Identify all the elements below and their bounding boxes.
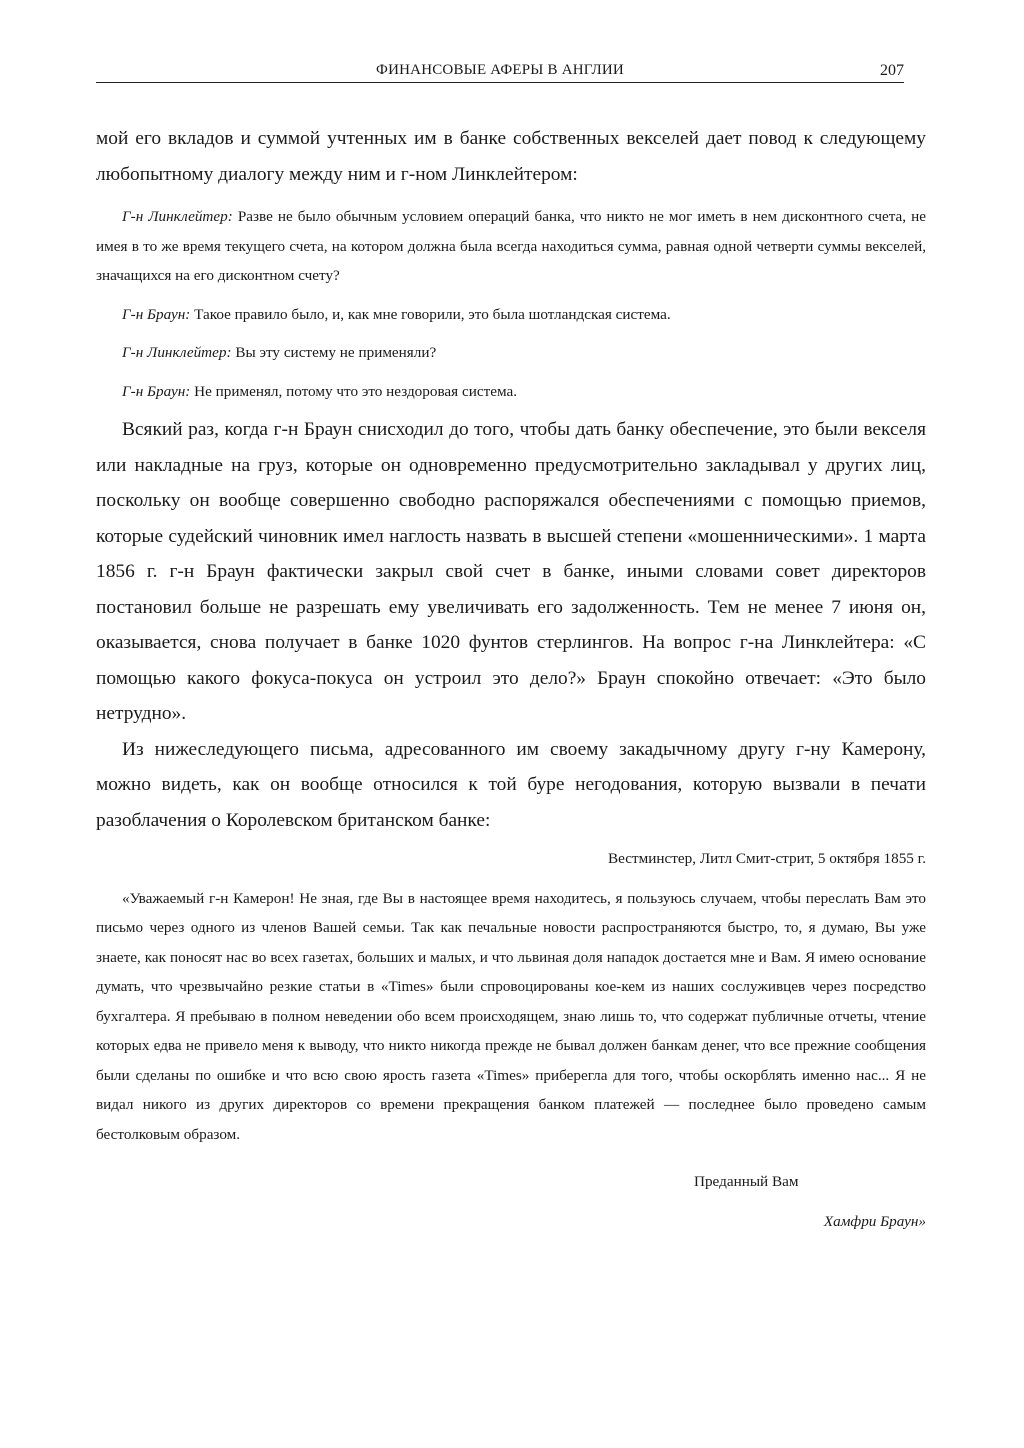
letter-body: «Уважаемый г-н Камерон! Не зная, где Вы в настоящее время находитесь, я пользуюсь случаем, чтобы переслать Вам это письмо через одного из членов Вашей семьи. Так как печальные новости распространяются быстро, то, я думаю, Вы уже знаете, как поносят нас во всех газетах, больших и малых, и что львиная доля нападок достается мне и Вам. Я имею основание думать, что чрезвычайно резкие статьи в «Times» были спровоцированы кое-кем из наших сослуживцев через посредство бухгалтера. Я пребываю в полном неведении обо всем происходящем, знаю лишь то, что содержат публичные отчеты, чтение которых едва не привело меня к выводу, что никто никогда прежде не бывал должен банкам денег, что все прежние сообщения были сделаны по ошибке и что всю свою ярость газета «Times» приберегла для того, чтобы оскорблять именно нас... Я не видал никого из других директоров со времени прекращения банком платежей — последнее было проведено самым бестолковым образом. (96, 889, 926, 1143)
dialog-line (96, 338, 926, 368)
letter-dateline: Вестминстер, Литл Смит-стрит, 5 октября 1855 г. (608, 850, 926, 867)
page-number: 207 (880, 62, 904, 79)
dialog-text: Разве не было обычным условием операций банка, что никто не мог иметь в нем дисконтного счета, не имея в то же время текущего счета, на котором должна была всегда находиться сумма, равная одной четверти суммы векселей, значащихся на его дисконтном счету? (96, 208, 926, 284)
dialog-line (96, 377, 926, 407)
dialog-text: Вы эту систему не применяли? (231, 344, 437, 361)
dialog-line (96, 202, 926, 291)
running-title: ФИНАНСОВЫЕ АФЕРЫ В АНГЛИИ (376, 62, 624, 78)
dialog-text: Такое правило было, и, как мне говорили, это была шотландская система. (190, 305, 671, 323)
dialog-line (96, 300, 926, 330)
paragraph-body: Из нижеследующего письма, адресованного им своему закадычному другу г-ну Камерону, можно видеть, как он вообще относился к той буре негодования, которую вызвали в печати разоблачения о Королевском британском банке: (96, 738, 926, 831)
dialog-speaker: Г-н Линклейтер: (122, 344, 232, 361)
dialog-speaker: Г-н Браун: (122, 382, 191, 400)
dialog-speaker: Г-н Линклейтер: (122, 208, 233, 225)
paragraph-continuation: мой его вкладов и суммой учтенных им в банке собственных векселей дает повод к следующему любопытному диалогу между ним и г-ном Линклейтером: (96, 128, 926, 185)
dialog-text: Не применял, потому что это нездоровая система. (190, 382, 517, 400)
letter-signature: Хамфри Браун» (823, 1212, 926, 1230)
paragraph-body: Всякий раз, когда г-н Браун снисходил до того, чтобы дать банку обеспечение, это были векселя или накладные на груз, которые он одновременно предусмотрительно закладывал у других лиц, поскольку он вообще совершенно свободно распоряжался обеспечениями с помощью приемов, которые судейский чиновник имел наглость назвать в высшей степени «мошенническими». 1 марта 1856 г. г-н Браун фактически закрыл свой счет в банке, иными словами совет директоров постановил больше не разрешать ему увеличивать его задолженность. Тем не менее 7 июня он, оказывается, снова получает в банке 1020 фунтов стерлингов. На вопрос г-на Линклейтера: «С помощью какого фокуса-покуса он устроил это дело?» Браун спокойно отвечает: «Это было нетрудно». (96, 419, 926, 724)
letter-closing: Преданный Вам (694, 1173, 799, 1190)
dialog-speaker: Г-н Браун: (122, 305, 191, 323)
running-header (96, 60, 904, 83)
page-body (96, 121, 926, 1236)
